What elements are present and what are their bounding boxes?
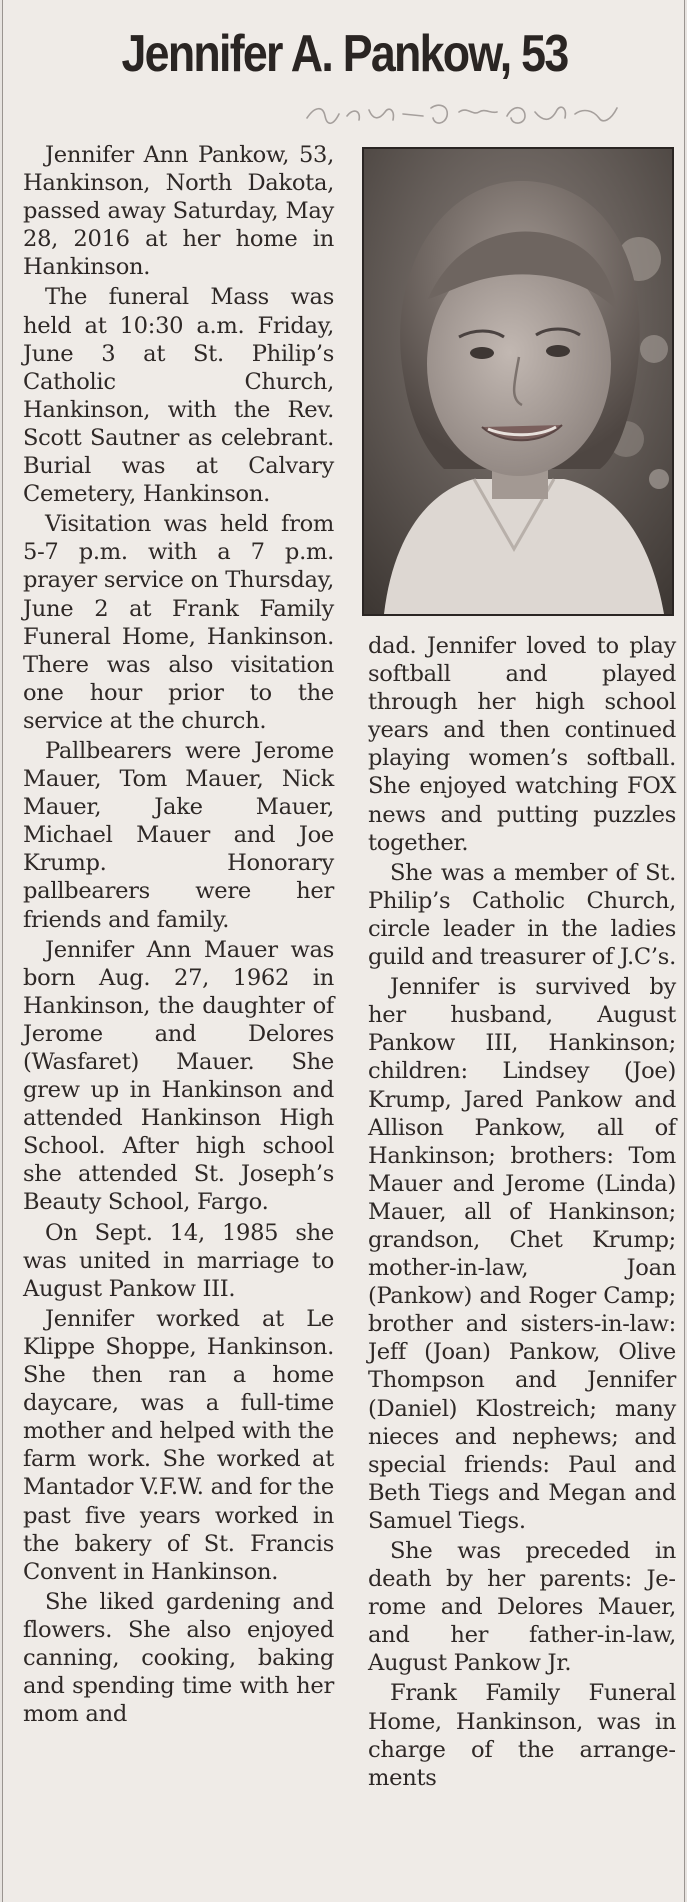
portrait-image	[364, 149, 672, 614]
paragraph-funeral-home: Frank Family Funeral Home, Hankinson, was in charge of the arrangements	[368, 1680, 676, 1791]
paragraph-hobbies: She liked gardening and flowers. She also enjoyed canning, cooking, baking and spending time with her mom and	[23, 1588, 334, 1728]
paragraph-preceded-in-death: She was preceded in death by her parents: Jerome and Delores Mauer, and her father-in-law, August Pankow Jr.	[368, 1538, 676, 1677]
obituary-headline: Jennifer A. Pankow, 53	[121, 25, 568, 83]
paragraph-death-notice: Jennifer Ann Pankow, 53, Hankinson, North Dakota, passed away Saturday, May 28, 2016 at her home in Hankinson.	[23, 142, 334, 281]
right-column	[368, 632, 676, 1792]
handwritten-note	[303, 98, 623, 132]
paragraph-work: Jennifer worked at Le Klippe Shoppe, Hankinson. She then ran a home daycare, was a full-time mother and helped with the farm work. She worked at Mantador V.F.W. and for the past five years worked in the bakery of St. Francis Convent in Hankinson.	[23, 1305, 334, 1585]
newspaper-clipping	[2, 0, 685, 1902]
paragraph-survivors: Jennifer is survived by her husband, August Pankow III, Hankinson; children: Lindsey (Joe) Krump, Jared Pankow and Allison Pankow, all of Hankinson; brothers: Tom Mauer and Jerome (Linda) Mauer, all of Hankinson; grandson, Chet Krump; mother-in-law, Joan (Pankow) and Roger Camp; brother and sisters-in-law: Jeff (Joan) Pankow, Olive Thompson and Jennifer (Daniel) Klostreich; many nieces and nephews; and special friends: Paul and Beth Tiegs and Megan and Samuel Tiegs.	[368, 974, 676, 1534]
paragraph-pallbearers: Pallbearers were Jerome Mauer, Tom Mauer, Nick Mauer, Jake Mauer, Michael Mauer and Joe Krump. Honorary pallbearers were her friends and family.	[23, 737, 334, 933]
paragraph-church-membership: She was a member of St. Philip’s Catholic Church, circle leader in the ladies guild and treasurer of J.C’s.	[368, 859, 676, 971]
paragraph-funeral-mass: The funeral Mass was held at 10:30 a.m. Friday, June 3 at St. Philip’s Catholic Church, Hankinson, with the Rev. Scott Sautner as celebrant. Burial was at Calvary Cemetery, Hankinson.	[23, 284, 334, 508]
left-column	[23, 141, 334, 1728]
paragraph-marriage: On Sept. 14, 1985 she was united in marriage to August Pankow III.	[23, 1219, 334, 1302]
paragraph-birth: Jennifer Ann Mauer was born Aug. 27, 1962 in Hankinson, the daughter of Jerome and Delores (Wasfaret) Mauer. She grew up in Hankinson and attended Hankinson High School. After high school she attended St. Joseph’s Beauty School, Fargo.	[23, 936, 334, 1216]
portrait-photo	[362, 147, 674, 616]
paragraph-visitation: Visitation was held from 5-7 p.m. with a 7 p.m. prayer service on Thursday, June 2 at Frank Family Funeral Home, Hankinson. There was also visitation one hour prior to the service at the church.	[23, 511, 334, 734]
paragraph-interests: dad. Jennifer loved to play softball and played through her high school years and then continued playing women’s softball. She enjoyed watching FOX news and putting puzzles together.	[368, 633, 676, 856]
